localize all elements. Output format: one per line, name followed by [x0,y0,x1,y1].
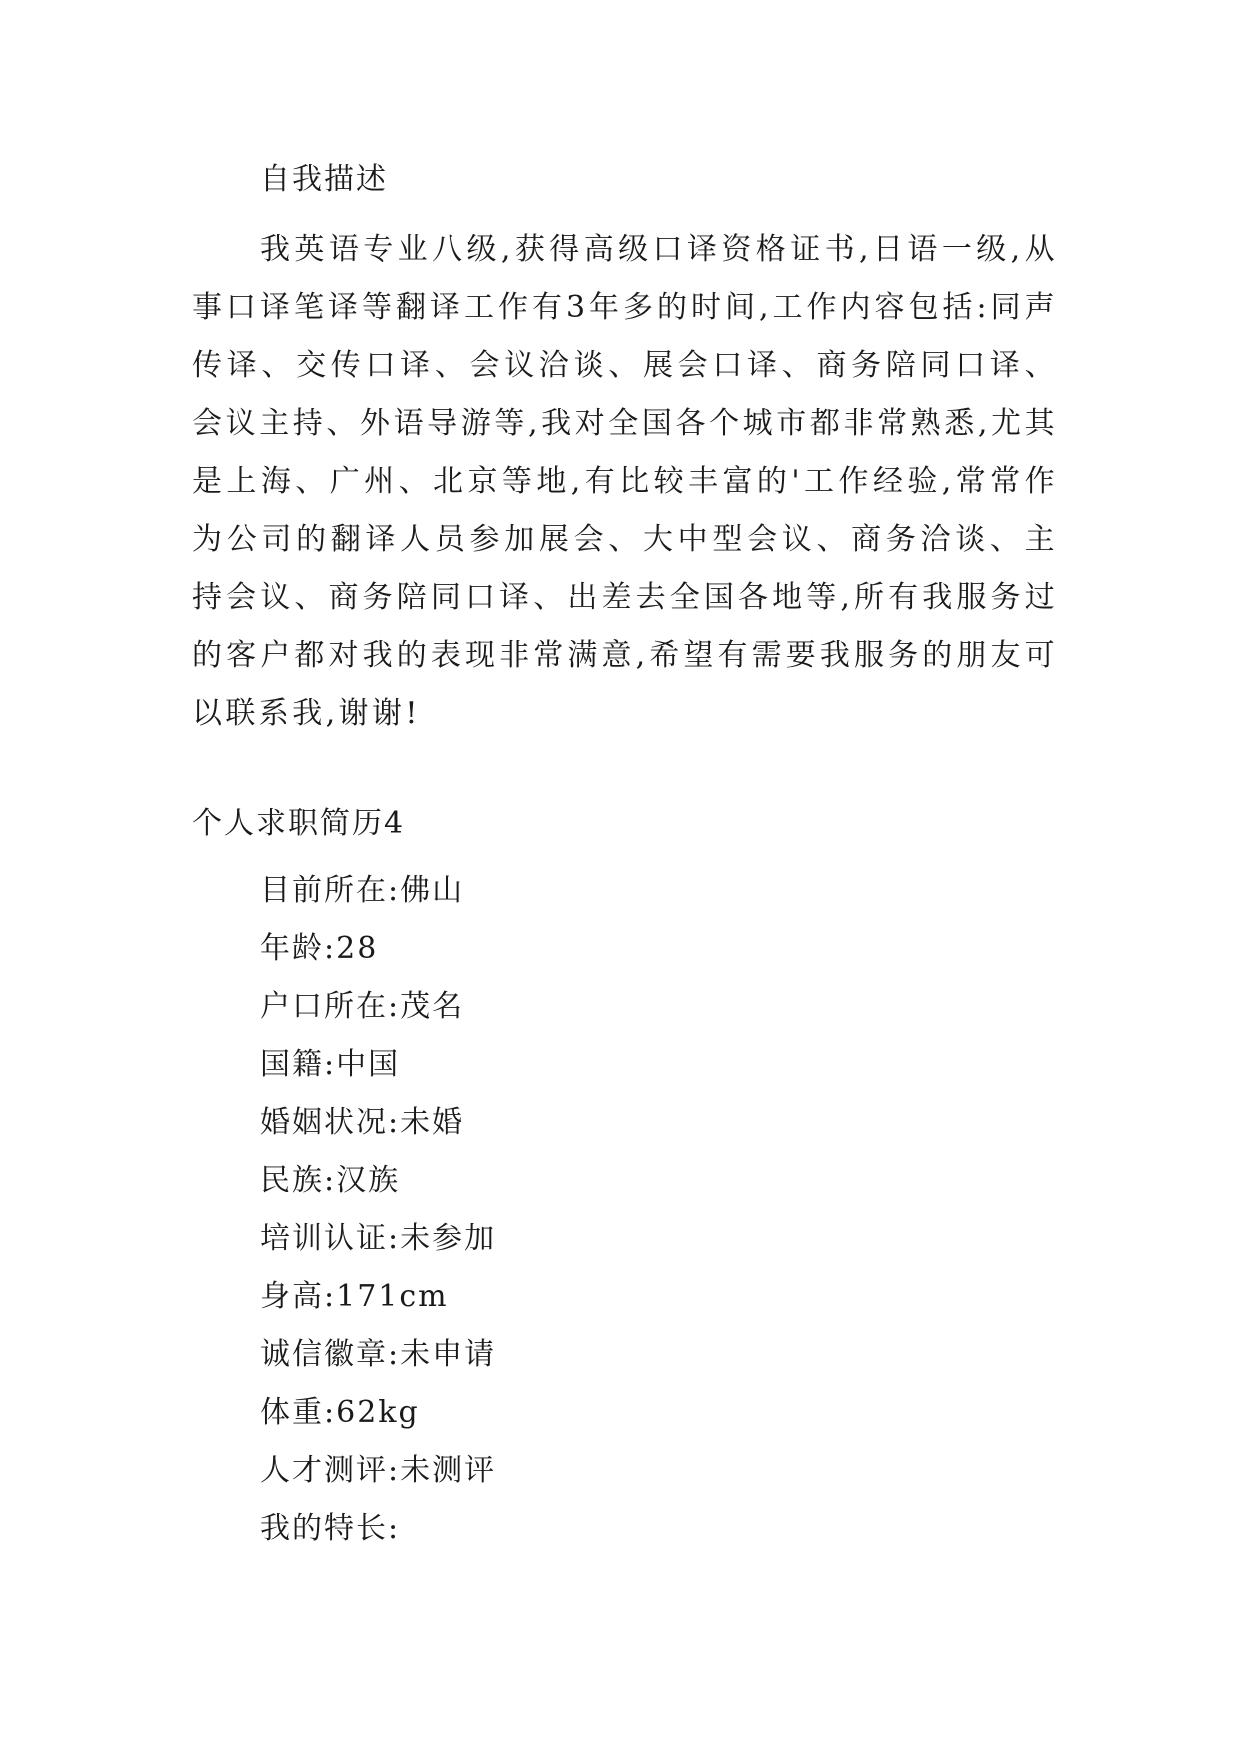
field-weight: 体重:62kg [260,1395,420,1430]
field-training-certification: 培训认证:未参加 [260,1221,497,1256]
field-talent-assessment: 人才测评:未测评 [260,1453,497,1488]
field-ethnicity: 民族:汉族 [260,1163,401,1198]
self-description-heading: 自我描述 [260,162,388,197]
resume-title: 个人求职简历4 [192,806,406,841]
field-nationality: 国籍:中国 [260,1047,401,1082]
field-height: 身高:171cm [260,1279,449,1314]
personal-info-list [260,862,496,1558]
field-age: 年龄:28 [260,931,379,966]
field-household-registration: 户口所在:茂名 [260,989,465,1024]
field-specialties: 我的特长: [260,1511,401,1546]
field-integrity-badge: 诚信徽章:未申请 [260,1337,497,1372]
field-marital-status: 婚姻状况:未婚 [260,1105,465,1140]
self-description-paragraph: 我英语专业八级,获得高级口译资格证书,日语一级,从事口译笔译等翻译工作有3年多的时间,工作内容包括:同声传译、交传口译、会议洽谈、展会口译、商务陪同口译、会议主持、外语导游等,我对全国各个城市都非常熟悉,尤其是上海、广州、北京等地,有比较丰富的'工作经验,常常作为公司的翻译人员参加展会、大中型会议、商务洽谈、主持会议、商务陪同口译、出差去全国各地等,所有我服务过的客户都对我的表现非常满意,希望有需要我服务的朋友可以联系我,谢谢! [192,232,1058,731]
field-current-location: 目前所在:佛山 [260,873,465,908]
